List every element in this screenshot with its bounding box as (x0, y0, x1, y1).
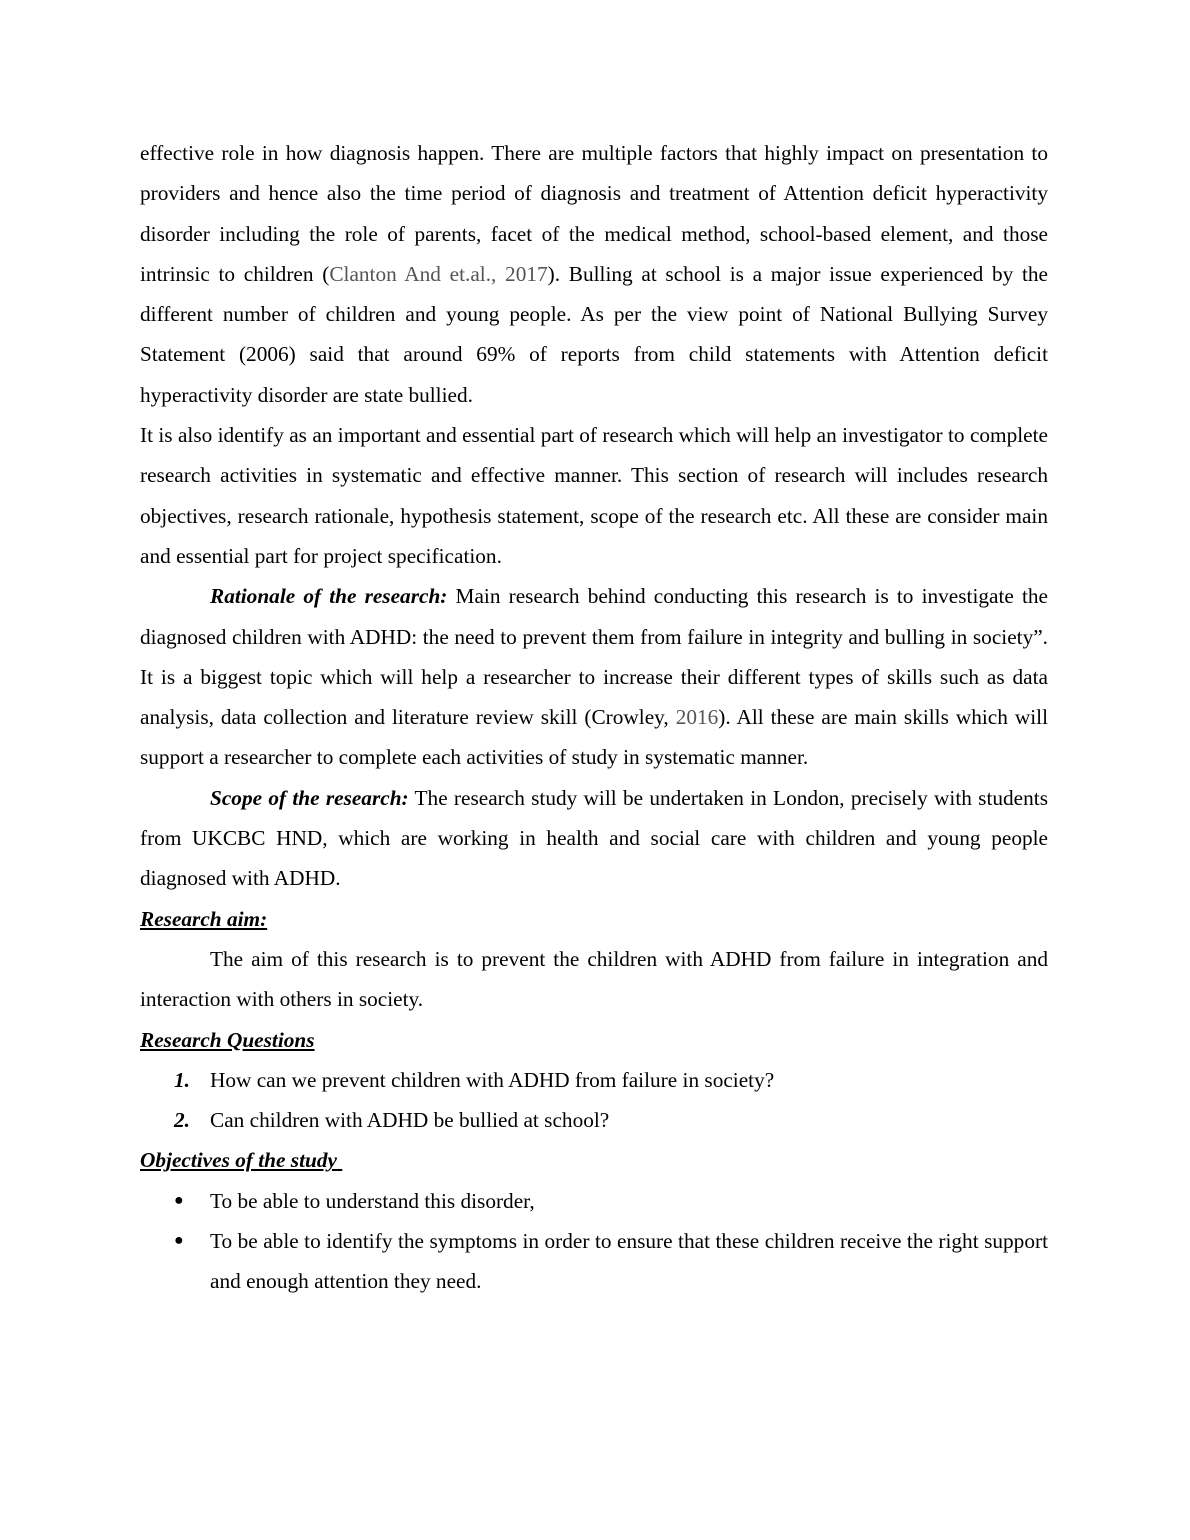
paragraph-text: The research study will be undertaken in London, precisely with students from UKCBC HND, which are working in health and social care with children and young people diagnosed with ADHD. (140, 785, 1048, 891)
research-aim-text: The aim of this research is to prevent the children with ADHD from failure in integration and interaction with others in society. (140, 946, 1048, 1012)
list-item-text: To be able to understand this disorder, (210, 1188, 535, 1213)
list-item (140, 1100, 1048, 1140)
citation: 2016 (675, 705, 719, 730)
list-item (140, 1221, 1048, 1302)
paragraph-text: Main research behind conducting this research is to investigate the diagnosed children with ADHD: the need to prevent them from failure in integrity and bulling in society”. It is a biggest topic which will help a researcher to increase their different types of skills such as data analysis, data collection and literature review skill (Crowley, (140, 584, 1049, 730)
scope-heading: Scope of the research: (210, 785, 409, 810)
objectives-list (140, 1181, 1048, 1302)
list-item-text: How can we prevent children with ADHD from failure in society? (210, 1067, 775, 1092)
paragraph-rationale (140, 576, 1048, 777)
research-questions-heading: Research Questions (140, 1027, 315, 1052)
research-aim-heading: Research aim: (140, 906, 268, 931)
bullet-icon: ● (174, 1232, 184, 1250)
paragraph-specification: It is also identify as an important and essential part of research which will help an investigator to complete research activities in systematic and effective manner. This section of research will includes research objectives, research rationale, hypothesis statement, scope of the research etc. All these are consider main and essential part for project specification. (140, 423, 1048, 568)
paragraph-text: effective role in how diagnosis happen. There are multiple factors that highly impact on presentation to providers and hence also the time period of diagnosis and treatment of Attention deficit hyperactivity disorder including the role of parents, facet of the medical method, school-based element, and those intrinsic to children ( (140, 141, 1048, 286)
paragraph-scope (140, 778, 1048, 899)
paragraph-adhd-factors (140, 133, 1048, 415)
rationale-heading: Rationale of the research: (210, 584, 448, 609)
paragraph-text: ). Bulling at school is a major issue experienced by the different number of children and young people. As per the view point of National Bullying Survey Statement (2006) said that around 69% of reports from child statements with Attention deficit hyperactivity disorder are state bullied. (140, 261, 1048, 407)
bullet-icon: ● (174, 1191, 184, 1209)
research-questions-list (140, 1060, 1048, 1141)
list-item-text: Can children with ADHD be bullied at school? (210, 1108, 610, 1133)
list-number: 1. (174, 1067, 190, 1092)
citation: Clanton And et.al., 2017 (329, 261, 548, 286)
objectives-heading: Objectives of the study (140, 1148, 343, 1173)
list-number: 2. (174, 1108, 190, 1133)
paragraph-text: ). All these are main skills which will support a researcher to complete each activities of study in systematic manner. (140, 705, 1048, 770)
list-item (140, 1060, 1048, 1100)
list-item (140, 1181, 1048, 1221)
list-item-text: To be able to identify the symptoms in order to ensure that these children receive the right support and enough attention they need. (210, 1229, 1048, 1294)
document-page (140, 133, 1048, 1302)
